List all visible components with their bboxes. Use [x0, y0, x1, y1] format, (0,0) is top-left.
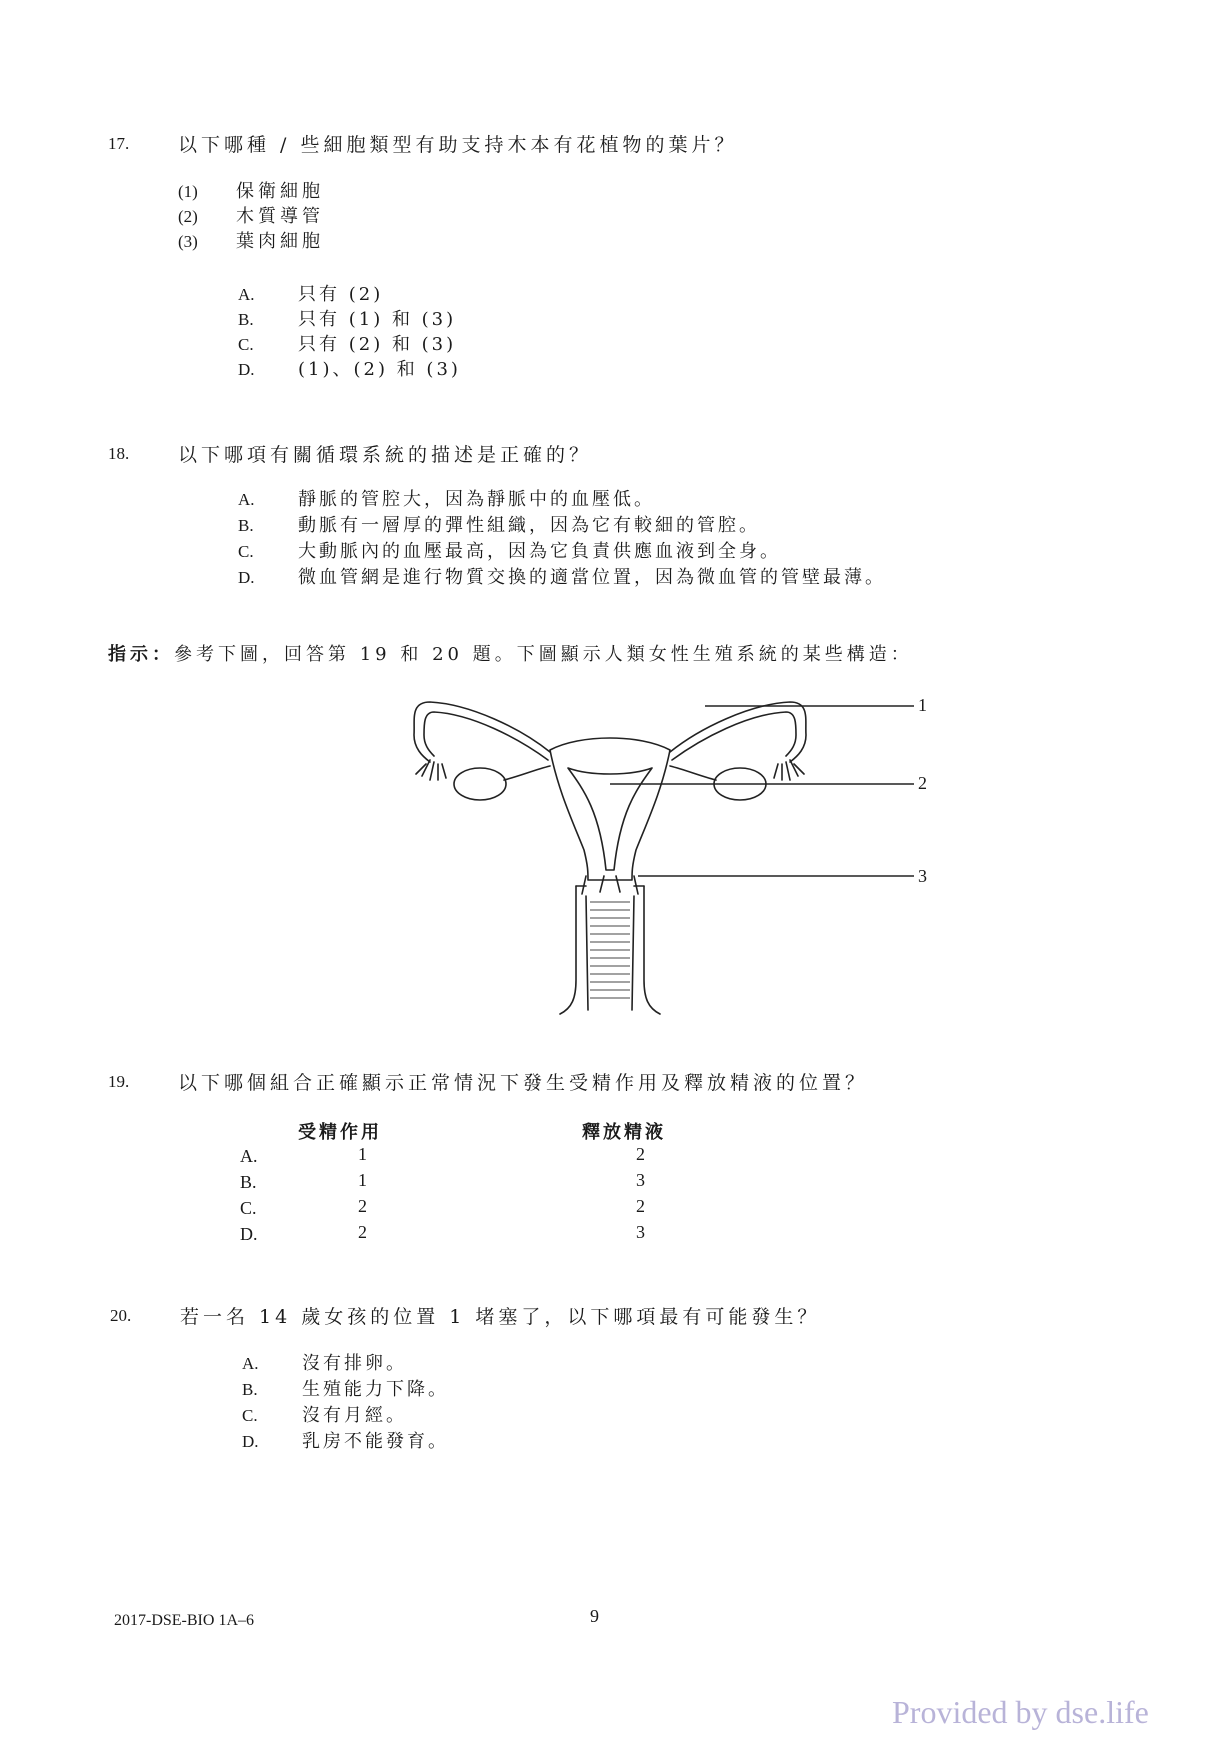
- item-text: 保衛細胞: [236, 181, 324, 202]
- q18-text: 以下哪項有關循環系統的描述是正確的？: [178, 444, 593, 466]
- option-text: 沒有排卵。: [302, 1353, 407, 1374]
- option-text: 動脈有一層厚的彈性組織，因為它有較細的管腔。: [298, 515, 760, 536]
- left-ovarian-ligament: [504, 766, 550, 780]
- option-text: 沒有月經。: [302, 1405, 407, 1426]
- q20-option-d: [242, 1430, 449, 1454]
- option-text: 只有 (2) 和 (3): [298, 334, 457, 355]
- row-col2: 2: [636, 1144, 645, 1164]
- vagina-lining-left: [586, 896, 588, 1010]
- option-letter: D.: [238, 360, 255, 379]
- option-letter: A.: [238, 490, 255, 509]
- option-letter: D.: [238, 568, 255, 587]
- q17-item-2: [178, 205, 324, 229]
- page-number: 9: [590, 1606, 599, 1626]
- option-letter: A.: [238, 285, 255, 304]
- cervix: [582, 876, 638, 894]
- q19-col-ejaculation: 釋放精液: [582, 1122, 666, 1143]
- q17-option-a: [238, 283, 383, 307]
- female-reproductive-system-diagram: [400, 680, 960, 1020]
- row-col1: 1: [358, 1144, 367, 1164]
- paper-code: 2017-DSE-BIO 1A–6: [114, 1612, 254, 1629]
- item-number: (3): [178, 232, 198, 251]
- diagram-label-3: 3: [918, 866, 927, 886]
- vagina-wall-right: [644, 886, 660, 1014]
- vagina-wall-left: [560, 886, 576, 1014]
- instruction-label: 指示：: [108, 644, 174, 665]
- uterine-cavity: [568, 768, 652, 870]
- option-letter: C.: [238, 542, 254, 561]
- row-col2: 3: [636, 1170, 645, 1190]
- q19-number: 19.: [108, 1072, 130, 1091]
- left-ovary: [454, 768, 506, 800]
- vagina-lining-right: [632, 896, 634, 1010]
- q18-option-c: [238, 540, 781, 564]
- option-letter: D.: [242, 1432, 259, 1451]
- left-oviduct-outer: [414, 702, 550, 762]
- row-letter: D.: [240, 1224, 258, 1244]
- option-letter: C.: [238, 335, 254, 354]
- row-col1: 2: [358, 1196, 367, 1216]
- q18-option-b: [238, 514, 760, 538]
- provider-watermark: Provided by dse.life: [892, 1694, 1149, 1730]
- option-text: (1)、(2) 和 (3): [298, 359, 461, 380]
- option-text: 靜脈的管腔大，因為靜脈中的血壓低。: [298, 489, 655, 510]
- q17-number: 17.: [108, 134, 130, 153]
- item-text: 木質導管: [236, 206, 324, 227]
- row-col2: 3: [636, 1222, 645, 1242]
- option-letter: B.: [242, 1380, 258, 1399]
- row-letter: A.: [240, 1146, 258, 1166]
- item-number: (1): [178, 182, 198, 201]
- q17-item-3: [178, 230, 324, 254]
- item-number: (2): [178, 207, 198, 226]
- row-letter: C.: [240, 1198, 257, 1218]
- q18-number: 18.: [108, 444, 130, 463]
- instruction-text: 參考下圖，回答第 19 和 20 題。下圖顯示人類女性生殖系統的某些構造：: [174, 644, 913, 665]
- option-text: 只有 (2): [298, 284, 384, 305]
- instruction: [108, 640, 913, 666]
- option-letter: B.: [238, 516, 254, 535]
- option-text: 只有 (1) 和 (3): [298, 309, 457, 330]
- q17-option-c: [238, 333, 456, 357]
- right-fimbriae: [774, 760, 804, 780]
- option-text: 大動脈內的血壓最高，因為它負責供應血液到全身。: [298, 541, 781, 562]
- uterus-outer: [550, 738, 670, 880]
- q17-item-1: [178, 180, 324, 204]
- q17-option-b: [238, 308, 456, 332]
- q19-col-fertilization: 受精作用: [298, 1122, 382, 1143]
- q18-option-a: [238, 488, 655, 512]
- q20-option-c: [242, 1404, 407, 1428]
- option-text: 乳房不能發育。: [302, 1431, 449, 1452]
- option-text: 生殖能力下降。: [302, 1379, 449, 1400]
- left-fimbriae: [416, 760, 446, 780]
- q20-option-a: [242, 1352, 407, 1376]
- option-letter: C.: [242, 1406, 258, 1425]
- q20-number: 20.: [110, 1306, 132, 1325]
- q19-text: 以下哪個組合正確顯示正常情況下發生受精作用及釋放精液的位置？: [178, 1072, 869, 1094]
- right-ovarian-ligament: [670, 766, 716, 780]
- diagram-label-2: 2: [918, 773, 927, 793]
- option-letter: B.: [238, 310, 254, 329]
- q17-option-d: [238, 358, 461, 382]
- option-text: 微血管網是進行物質交換的適當位置，因為微血管的管壁最薄。: [298, 567, 886, 588]
- right-oviduct-inner: [672, 712, 796, 760]
- q20-text: 若一名 14 歲女孩的位置 1 堵塞了，以下哪項最有可能發生？: [180, 1306, 821, 1328]
- q17-text: 以下哪種 / 些細胞類型有助支持木本有花植物的葉片？: [178, 134, 738, 156]
- option-letter: A.: [242, 1354, 259, 1373]
- item-text: 葉肉細胞: [236, 231, 324, 252]
- vagina-rugae: [590, 902, 630, 998]
- row-col1: 2: [358, 1222, 367, 1242]
- row-col2: 2: [636, 1196, 645, 1216]
- q18-option-d: [238, 566, 886, 590]
- left-oviduct-inner: [424, 712, 548, 760]
- row-col1: 1: [358, 1170, 367, 1190]
- row-letter: B.: [240, 1172, 257, 1192]
- right-oviduct-outer: [670, 702, 806, 762]
- diagram-label-1: 1: [918, 695, 927, 715]
- q20-option-b: [242, 1378, 449, 1402]
